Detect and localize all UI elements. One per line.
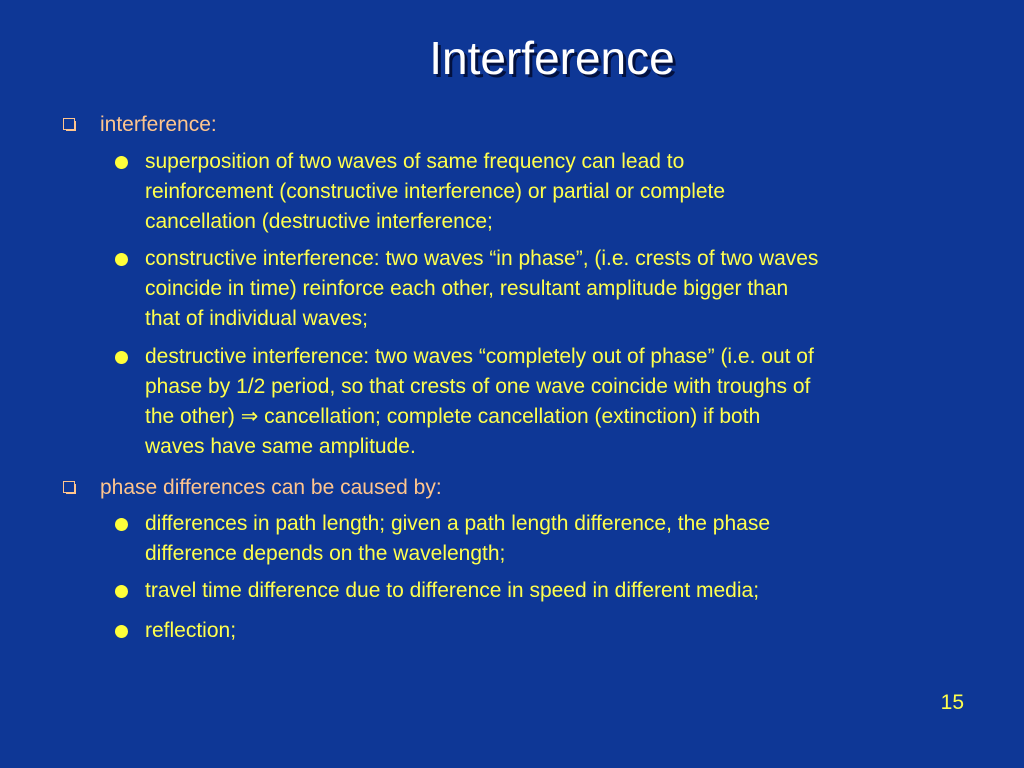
bullet-text [145,244,985,334]
bullet-line: difference depends on the wavelength; [145,542,506,565]
bullet-line: superposition of two waves of same frequency can lead to [145,150,685,173]
bullet-text [145,147,985,237]
round-bullet-icon [115,585,128,598]
checkbox-bullet-icon [63,118,75,130]
page-number: 15 [940,691,964,714]
bullet-line: reflection; [145,619,237,642]
bullet-line: cancellation (destructive interference; [145,210,493,233]
bullet-line: phase by 1/2 period, so that crests of one wave coincide with troughs of [145,375,811,398]
round-bullet-icon [115,253,128,266]
bullet-line: destructive interference: two waves “completely out of phase” (i.e. out of [145,345,814,368]
bullet-line: that of individual waves; [145,307,368,330]
bullet-line: the other) ⇒ cancellation; complete cancellation (extinction) if both [145,405,761,428]
bullet-line: coincide in time) reinforce each other, resultant amplitude bigger than [145,277,789,300]
bullet-line: travel time difference due to difference in speed in different media; [145,579,760,602]
round-bullet-icon [115,625,128,638]
bullet-text [145,342,985,462]
round-bullet-icon [115,351,128,364]
bullet-line: differences in path length; given a path length difference, the phase [145,512,771,535]
bullet-text [145,576,985,606]
bullet-line: constructive interference: two waves “in phase”, (i.e. crests of two waves [145,247,819,270]
slide-title: Interference [429,32,675,84]
bullet-line: waves have same amplitude. [145,435,416,458]
section-heading: interference: [100,113,217,136]
bullet-text [145,509,985,569]
section-heading: phase differences can be caused by: [100,476,442,499]
round-bullet-icon [115,518,128,531]
bullet-text [145,616,985,646]
checkbox-bullet-icon [63,481,75,493]
bullet-line: reinforcement (constructive interference) or partial or complete [145,180,726,203]
round-bullet-icon [115,156,128,169]
